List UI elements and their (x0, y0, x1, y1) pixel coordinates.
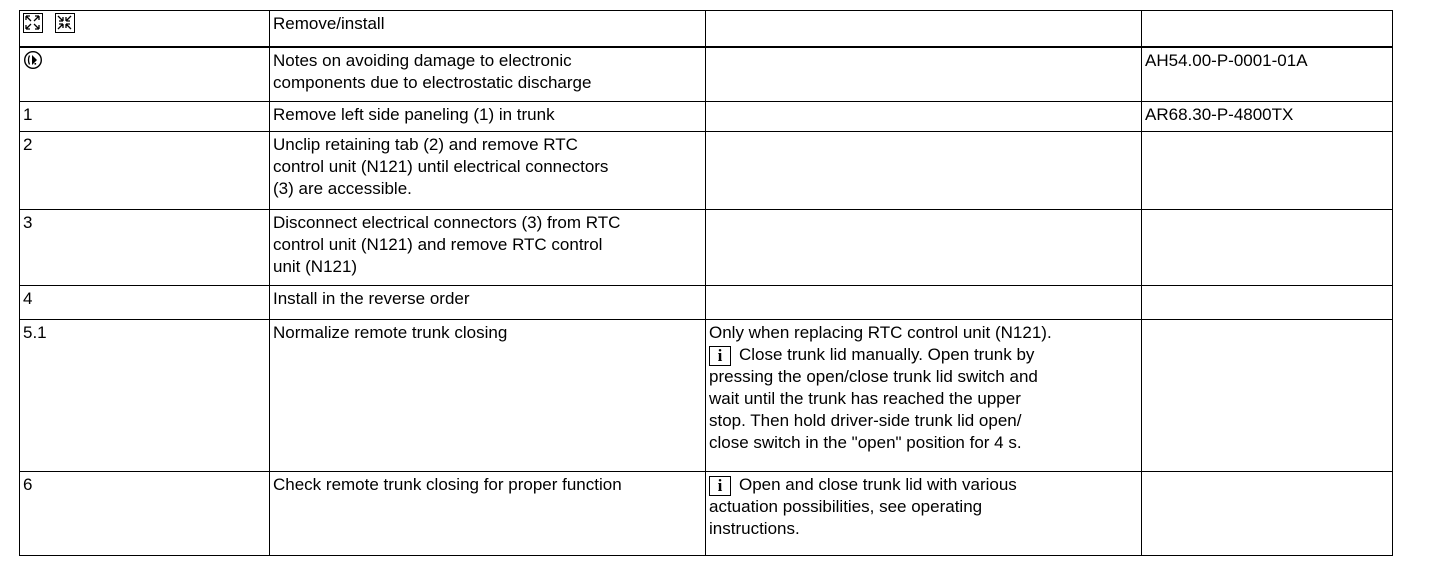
info-icon: i (709, 346, 731, 366)
step-cell (20, 47, 270, 102)
info-icon: i (709, 476, 731, 496)
step-note (706, 132, 1142, 210)
header-icons-cell (20, 11, 270, 48)
step-note (706, 286, 1142, 320)
step-number: 4 (20, 286, 270, 320)
doc-reference-link[interactable]: AR68.30-P-4800TX (1142, 102, 1393, 132)
table-row (20, 472, 1393, 556)
esd-warning-icon (23, 50, 43, 70)
doc-reference-cell (1142, 320, 1393, 472)
step-note-cell (706, 320, 1142, 472)
step-note-cell (706, 472, 1142, 556)
collapse-icon[interactable] (55, 13, 75, 33)
doc-reference-cell (1142, 472, 1393, 556)
step-note-text: Open and close trunk lid with various actuation possibilities, see operating instructions. (709, 475, 1017, 538)
step-number: 3 (20, 210, 270, 286)
step-note (709, 344, 1138, 454)
table-row (20, 320, 1393, 472)
table-row (20, 286, 1393, 320)
table-row (20, 132, 1393, 210)
header-empty-cell (706, 11, 1142, 48)
step-number: 5.1 (20, 320, 270, 472)
table-row (20, 210, 1393, 286)
doc-reference-cell (1142, 286, 1393, 320)
table-header-row (20, 11, 1393, 48)
procedure-table (19, 10, 1393, 556)
step-note (706, 47, 1142, 102)
doc-reference-link[interactable]: AH54.00-P-0001-01A (1142, 47, 1393, 102)
step-text: Disconnect electrical connectors (3) from RTC control unit (N121) and remove RTC control unit (N121) (270, 210, 706, 286)
step-note (706, 210, 1142, 286)
step-text: Unclip retaining tab (2) and remove RTC control unit (N121) until electrical connectors (3) are accessible. (270, 132, 706, 210)
step-note (706, 102, 1142, 132)
doc-reference-cell (1142, 132, 1393, 210)
table-row (20, 102, 1393, 132)
step-note (709, 474, 1138, 540)
step-text: Remove left side paneling (1) in trunk (270, 102, 706, 132)
table-row (20, 47, 1393, 102)
step-text: Normalize remote trunk closing (270, 320, 706, 472)
step-text: Install in the reverse order (270, 286, 706, 320)
doc-reference-cell (1142, 210, 1393, 286)
step-note-text: Close trunk lid manually. Open trunk by pressing the open/close trunk lid switch and wait until the trunk has reached the upper stop. Then hold driver-side trunk lid open/ close switch in the "open" position for 4 s. (709, 345, 1038, 452)
step-text: Check remote trunk closing for proper function (270, 472, 706, 556)
step-note-intro: Only when replacing RTC control unit (N121). (709, 323, 1052, 342)
header-title: Remove/install (270, 11, 706, 48)
step-text: Notes on avoiding damage to electronic components due to electrostatic discharge (270, 47, 706, 102)
expand-icon[interactable] (23, 13, 43, 33)
step-number: 2 (20, 132, 270, 210)
step-number: 1 (20, 102, 270, 132)
step-number: 6 (20, 472, 270, 556)
header-empty-cell (1142, 11, 1393, 48)
